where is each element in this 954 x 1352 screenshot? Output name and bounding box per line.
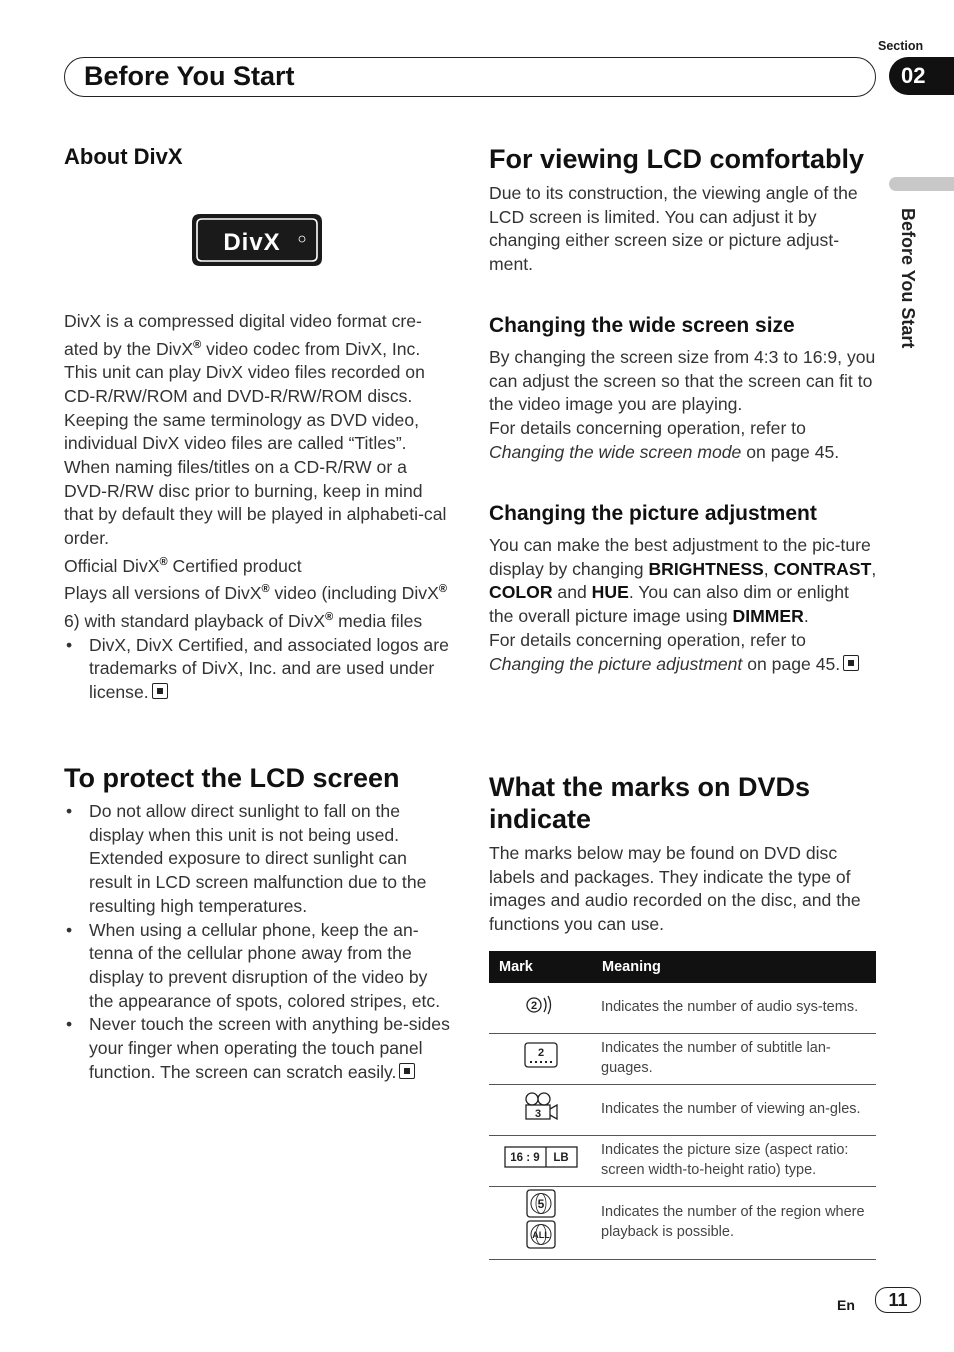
side-tab (889, 177, 954, 191)
region-mark-icon (525, 1188, 557, 1250)
divx-plays: Plays all versions of DivX® video (including DivX® 6) with standard playback of DivX® media files (64, 583, 447, 631)
angle-mark-icon (522, 1091, 560, 1121)
aspect-ratio-mark-icon (504, 1146, 578, 1168)
column-header-meaning: Meaning (592, 951, 876, 983)
divx-trademark-bullet: • DivX, DivX Certified, and associated logos are trademarks of DivX, Inc. and are used under license. (64, 634, 452, 705)
table-row (489, 983, 876, 1033)
column-header-mark: Mark (489, 951, 592, 983)
divx-body (64, 310, 452, 705)
viewing-lcd-heading: For viewing LCD comfortably (489, 144, 865, 174)
divx-official: Official DivX® Certified product (64, 555, 302, 576)
meaning-region: Indicates the number of the region where playback is possible. (592, 1186, 876, 1259)
wide-screen-para: By changing the screen size from 4:3 to 16:9, you can adjust the screen so that the screen can fit to the video image you are playing. (489, 347, 876, 415)
divx-logo-text: DivX (223, 229, 281, 256)
dvd-marks-heading: What the marks on DVDs indicate (489, 772, 811, 834)
svg-text:3: 3 (534, 1108, 541, 1121)
viewing-lcd-para: Due to its construction, the viewing angle of the LCD screen is limited. You can adjust it by changing either screen size or picture adjust-ment. (489, 183, 858, 275)
wide-screen-heading: Changing the wide screen size (489, 314, 795, 337)
meaning-aspect: Indicates the picture size (aspect ratio: screen width-to-height ratio) type. (592, 1135, 876, 1186)
page-number: 11 (875, 1287, 921, 1313)
picture-adjust-para: You can make the best adjustment to the pic-ture display by changing BRIGHTNESS, CONTRAST, COLOR and HUE. You can also dim or enlight the overall picture image using DIMMER. (489, 535, 877, 627)
dvd-marks-para: The marks below may be found on DVD disc labels and packages. They indicate the type of images and audio recorded on the disc, and the functions you can use. (489, 843, 861, 935)
table-row (489, 1033, 876, 1084)
picture-adjust-ref: For details concerning operation, refer to Changing the picture adjustment on page 45. (489, 629, 877, 676)
meaning-audio: Indicates the number of audio sys-tems. (592, 983, 876, 1033)
svg-text:2: 2 (530, 999, 537, 1012)
section-label: Section (878, 39, 924, 53)
page-header-title: Before You Start (84, 61, 295, 91)
protect-lcd-body (64, 800, 452, 1084)
divx-logo (190, 212, 324, 268)
dvd-marks-table (489, 951, 876, 1260)
svg-text:LB: LB (552, 1152, 569, 1165)
meaning-angle: Indicates the number of viewing an-gles. (592, 1084, 876, 1135)
stop-mark-icon (152, 683, 168, 699)
picture-adjust-body (489, 534, 877, 676)
picture-adjust-heading: Changing the picture adjustment (489, 502, 817, 525)
svg-text:5: 5 (537, 1197, 544, 1212)
picture-adjust-ref-link: Changing the picture adjustment (489, 653, 743, 674)
language-label: En (837, 1297, 855, 1313)
section-number-badge: 02 (889, 57, 954, 95)
table-row (489, 1135, 876, 1186)
svg-text:2: 2 (537, 1047, 544, 1060)
wide-screen-body (489, 346, 877, 465)
svg-text:ALL: ALL (531, 1230, 550, 1241)
meaning-subtitle: Indicates the number of subtitle lan-guages. (592, 1033, 876, 1084)
protect-lcd-heading: To protect the LCD screen (64, 763, 400, 793)
wide-screen-ref-link: Changing the wide screen mode (489, 441, 742, 462)
protect-bullet-touch: • Never touch the screen with anything be-sides your finger when operating the touch panel function. The screen can scratch easily. (64, 1013, 452, 1084)
side-tab-label: Before You Start (898, 208, 918, 349)
protect-bullet-phone: • When using a cellular phone, keep the an-tenna of the cellular phone away from the display to prevent disruption of the video by the appearance of spots, colored stripes, etc. (64, 919, 452, 1014)
protect-bullet-sunlight: • Do not allow direct sunlight to fall on the display when this unit is not being used. Extended exposure to direct sunlight can result in LCD screen malfunction due to the resulting high temperatures. (64, 800, 452, 919)
subtitle-mark-icon (523, 1041, 559, 1069)
divx-description: DivX is a compressed digital video format cre-ated by the DivX® video codec from DivX, Inc. This unit can play DivX video files recorded on CD-R/RW/ROM and DVD-R/RW/ROM discs. Keeping the same terminology as DVD video, individual DivX video files are called “Titles”. When naming files/titles on a CD-R/RW or a DVD-R/RW disc prior to burning, keep in mind that by default they will be played in alphabeti-cal order. (64, 311, 447, 549)
wide-screen-ref: For details concerning operation, refer to Changing the wide screen mode on page 45. (489, 418, 840, 462)
table-header-row (489, 951, 876, 983)
audio-mark-icon (523, 993, 559, 1017)
stop-mark-icon (399, 1063, 415, 1079)
svg-text:16 : 9: 16 : 9 (509, 1152, 540, 1165)
table-row (489, 1186, 876, 1259)
stop-mark-icon (843, 655, 859, 671)
about-divx-heading: About DivX (64, 144, 183, 169)
table-row (489, 1084, 876, 1135)
